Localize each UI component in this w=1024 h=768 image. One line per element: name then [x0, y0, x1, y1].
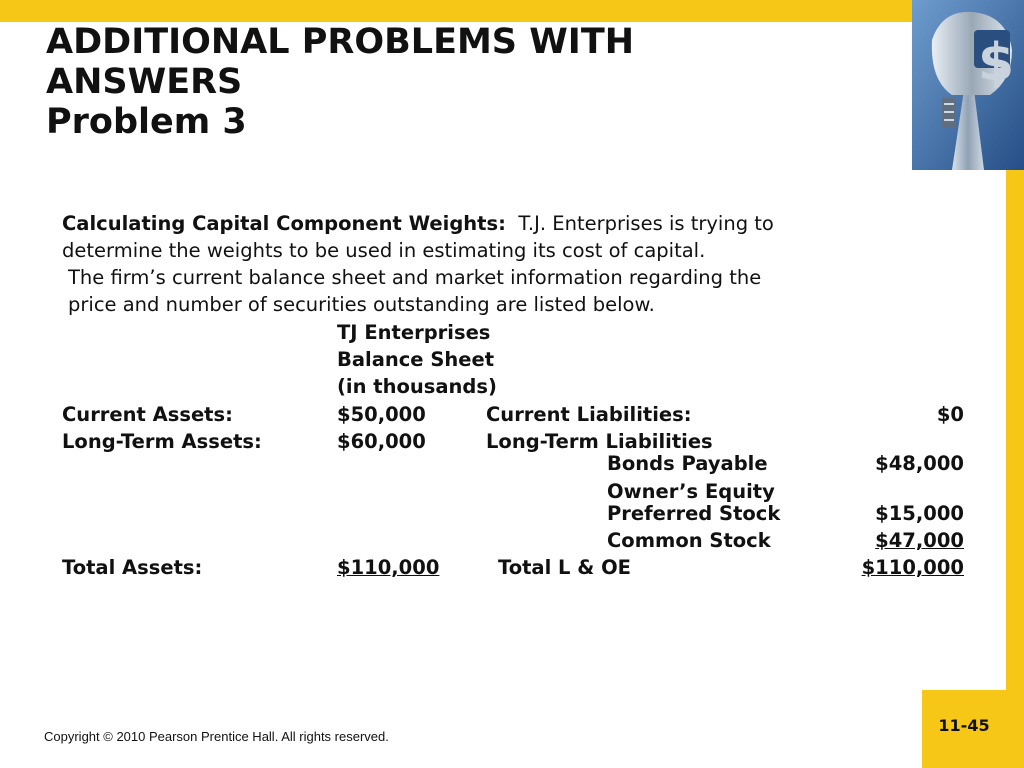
total-l-oe-value: [804, 556, 964, 580]
total-assets-value: [337, 556, 439, 580]
title-line-1: ADDITIONAL PROBLEMS WITH: [46, 22, 634, 62]
long-term-liabilities-label: Long-Term Liabilities: [486, 430, 713, 453]
description-line-1-rest: T.J. Enterprises is trying to: [518, 212, 774, 235]
total-assets-label: Total Assets:: [62, 556, 203, 579]
owners-equity-label: Owner’s Equity: [607, 480, 775, 503]
balance-sheet-company: TJ Enterprises: [337, 321, 491, 344]
current-liabilities-label: Current Liabilities:: [486, 403, 692, 426]
bonds-payable-value: $48,000: [875, 452, 964, 475]
balance-sheet-title: Balance Sheet: [337, 348, 495, 371]
svg-text:$: $: [978, 33, 1015, 93]
wrench-with-dollar-sign-icon: [912, 0, 1024, 170]
long-term-assets-value: $60,000: [337, 430, 426, 453]
description-lead: Calculating Capital Component Weights:: [62, 212, 506, 235]
total-l-oe-label: Total L & OE: [498, 556, 631, 579]
slide-title: [46, 22, 896, 142]
common-stock-label: Common Stock: [607, 529, 771, 552]
copyright-notice: Copyright © 2010 Pearson Prentice Hall. All rights reserved.: [44, 729, 389, 744]
current-assets-label: Current Assets:: [62, 403, 233, 426]
bonds-payable-label: Bonds Payable: [607, 452, 768, 475]
description-line-3: The firm’s current balance sheet and market information regarding the: [68, 266, 762, 289]
top-accent-bar: [0, 0, 1024, 22]
current-assets-value: $50,000: [337, 403, 426, 426]
long-term-assets-label: Long-Term Assets:: [62, 430, 262, 453]
description-line-4: price and number of securities outstanding are listed below.: [68, 293, 655, 316]
title-line-2: ANSWERS: [46, 62, 243, 102]
title-line-3: Problem 3: [46, 102, 247, 142]
preferred-stock-label: Preferred Stock: [607, 502, 781, 525]
common-stock-amount: $47,000: [875, 529, 964, 552]
description-line-2: determine the weights to be used in estimating its cost of capital.: [62, 239, 706, 262]
preferred-stock-value: $15,000: [875, 502, 964, 525]
total-assets-amount: $110,000: [337, 556, 440, 579]
total-l-oe-amount: $110,000: [861, 556, 964, 579]
description-line-1: [62, 210, 912, 237]
problem-description: [62, 210, 912, 318]
page-number: 11-45: [938, 716, 990, 735]
current-liabilities-value: $0: [936, 403, 964, 426]
balance-sheet-units: (in thousands): [337, 375, 497, 398]
common-stock-value: [824, 529, 964, 553]
